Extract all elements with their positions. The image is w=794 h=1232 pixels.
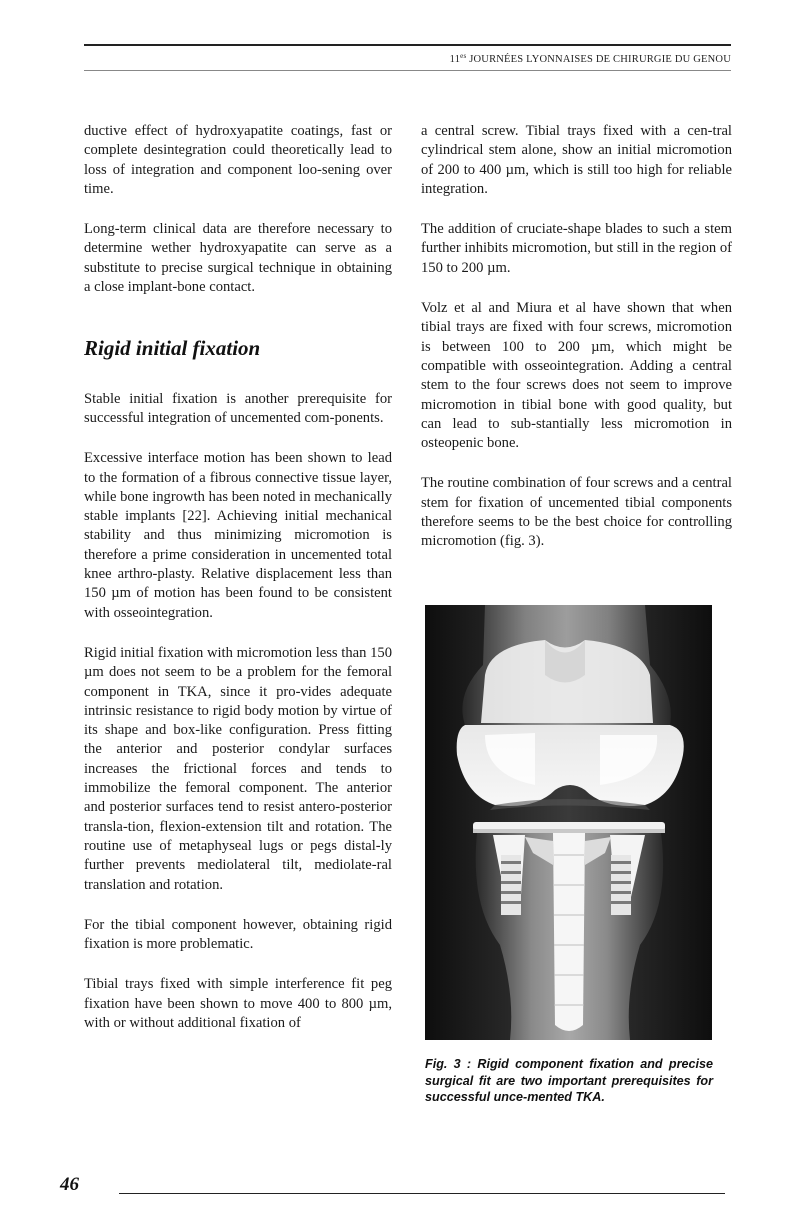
right-column xyxy=(421,122,732,552)
paragraph: Volz et al and Miura et al have shown that when tibial trays are fixed with four screws, micromotion is between 100 to 200 µm, which might be compatible with osseointegration. Adding a central stem to the four screws does not seem to improve micromotion in tibial bone with good quality, but can lead to sub-stantially less micromotion in osteopenic bone. xyxy=(421,300,732,452)
section-heading: Rigid initial fixation xyxy=(84,336,261,361)
knee-radiograph-svg xyxy=(425,605,712,1040)
paragraph: ductive effect of hydroxyapatite coatings, fast or complete desintegration could theoretically lead to loss of integration and component loo-sening over time. xyxy=(84,123,392,197)
left-column xyxy=(84,122,392,1033)
paragraph: a central screw. Tibial trays fixed with a cen-tral cylindrical stem alone, show an initial micromotion of 200 to 400 µm, which is still too high for reliable integration. xyxy=(421,123,732,197)
page-number: 46 xyxy=(60,1174,79,1195)
paragraph: Tibial trays fixed with simple interference fit peg fixation have been shown to move 400 to 800 µm, with or without additional fixation of xyxy=(84,976,392,1031)
running-head xyxy=(450,52,731,65)
header-top-rule xyxy=(84,44,731,46)
figure-caption: Fig. 3 : Rigid component fixation and precise surgical fit are two important prerequisites for successful unce-mented TKA. xyxy=(425,1057,713,1105)
header-bottom-rule xyxy=(84,70,731,71)
running-head-number: 11 xyxy=(449,54,461,65)
running-head-ordinal: es xyxy=(460,52,467,60)
paragraph: Long-term clinical data are therefore necessary to determine wether hydroxyapatite can serve as a substitute to precise surgical technique in obtaining a close implant-bone contact. xyxy=(84,221,392,296)
paragraph: The addition of cruciate-shape blades to such a stem further inhibits micromotion, but still in the region of 150 to 200 µm. xyxy=(421,221,732,276)
paragraph: For the tibial component however, obtaining rigid fixation is more problematic. xyxy=(84,916,392,953)
paragraph: Stable initial fixation is another prerequisite for successful integration of uncemented com-ponents. xyxy=(84,390,392,426)
paragraph: The routine combination of four screws and a central stem for fixation of uncemented tibial components therefore seems to be the best choice for controlling micromotion (fig. 3). xyxy=(421,475,732,550)
knee-radiograph-image xyxy=(425,605,712,1040)
footer-rule xyxy=(119,1193,725,1194)
running-head-title: JOURNÉES LYONNAISES DE CHIRURGIE DU GENOU xyxy=(469,54,731,65)
paragraph: Excessive interface motion has been shown to lead to the formation of a fibrous connective tissue layer, while bone ingrowth has been noted in mechanically stable implants [22]. Achieving initial mechanical stability and thus minimizing micromotion is therefore a prime consideration in uncemented total knee arthro-plasty. Relative displacement less than 150 µm of motion has been found to be consistent with osseointegration. xyxy=(84,450,392,621)
paragraph: Rigid initial fixation with micromotion less than 150 µm does not seem to be a problem for the femoral component in TKA, since it pro-vides adequate intrinsic resistance to rigid body motion by virtue of its shape and box-like configuration. Press fitting the anterior and posterior condylar surfaces increases the frictional forces and tends to immobilize the femoral component. The anterior and posterior surfaces tend to resist antero-posterior transla-tion, flexion-extension tilt and rotation. The routine use of metaphyseal lugs or pegs distal-ly further prevents mediolateral tilt, mediolate-ral translation and rotation. xyxy=(84,644,392,893)
